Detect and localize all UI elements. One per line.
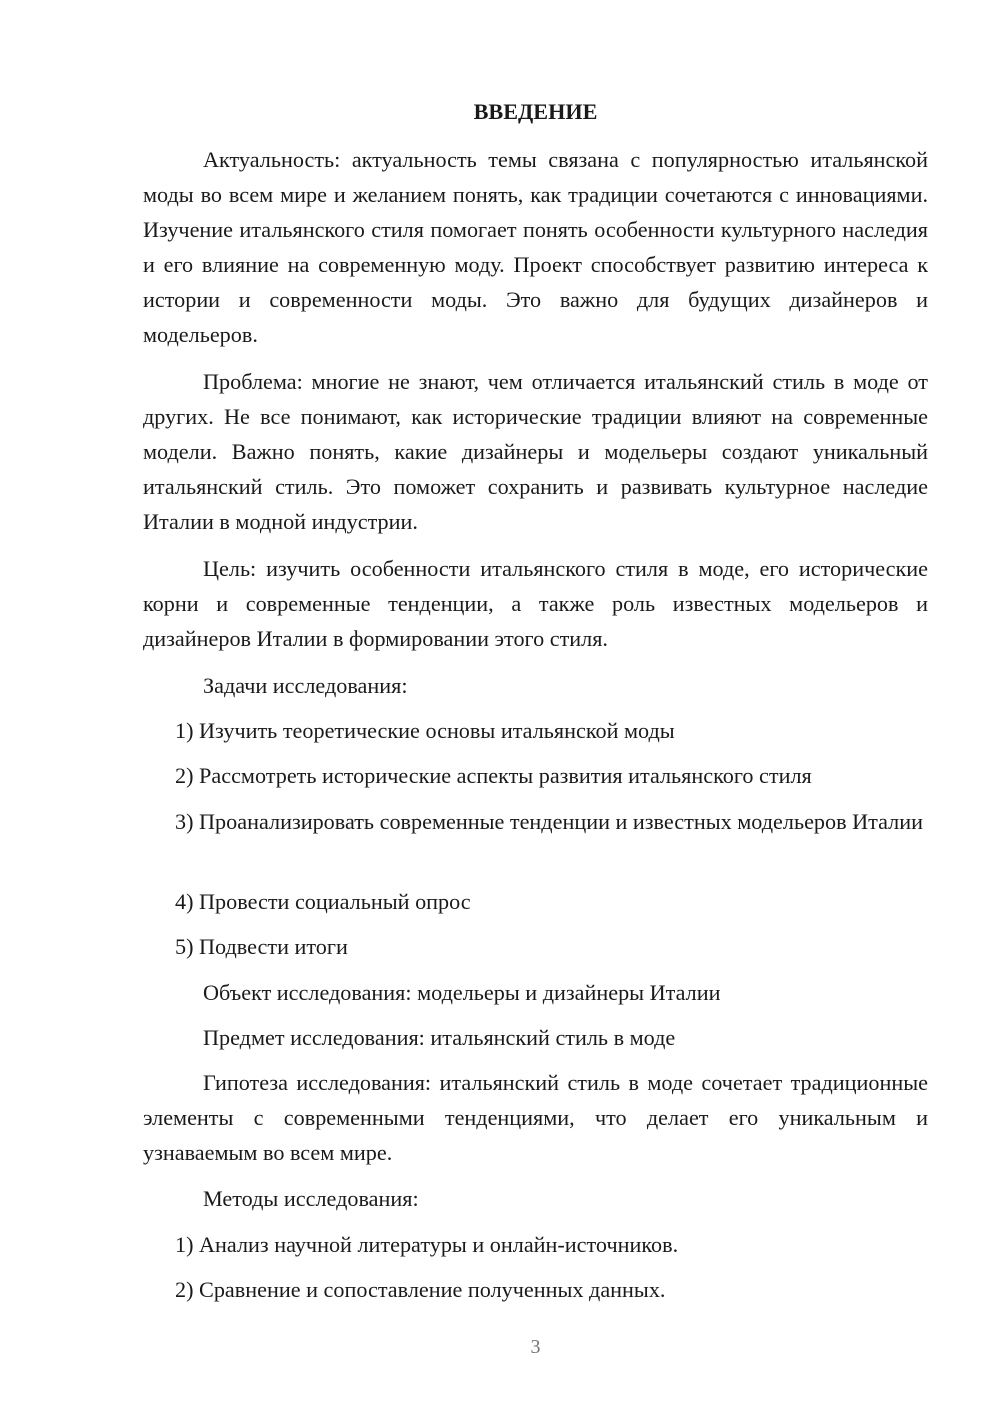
research-object: Объект исследования: модельеры и дизайнеры Италии <box>203 980 721 1005</box>
task-item-5: 5) Подвести итоги <box>175 934 348 959</box>
methods-heading: Методы исследования: <box>203 1186 419 1211</box>
goal-paragraph: Цель: изучить особенности итальянского стиля в моде, его исторические корни и современные тенденции, а также роль известных модельеров и дизайнеров Италии в формировании этого стиля. <box>143 556 928 651</box>
method-item-2: 2) Сравнение и сопоставление полученных данных. <box>175 1277 666 1302</box>
method-item-1: 1) Анализ научной литературы и онлайн-источников. <box>175 1232 679 1257</box>
page-title: ВВЕДЕНИЕ <box>473 99 598 124</box>
task-item-3: 3) Проанализировать современные тенденции и известных модельеров Италии <box>175 809 923 834</box>
task-item-4: 4) Провести социальный опрос <box>175 889 471 914</box>
problem-paragraph: Проблема: многие не знают, чем отличается итальянский стиль в моде от других. Не все понимают, как исторические традиции влияют на современные модели. Важно понять, какие дизайнеры и модельеры создают уникальный итальянский стиль. Это поможет сохранить и развивать культурное наследие Италии в модной индустрии. <box>143 369 928 534</box>
tasks-heading: Задачи исследования: <box>203 673 408 698</box>
relevance-paragraph: Актуальность: актуальность темы связана с популярностью итальянской моды во всем мире и желанием понять, как традиции сочетаются с инновациями. Изучение итальянского стиля помогает понять особенности культурного наследия и его влияние на современную моду. Проект способствует развитию интереса к истории и современности моды. Это важно для будущих дизайнеров и модельеров. <box>143 147 928 347</box>
research-subject: Предмет исследования: итальянский стиль в моде <box>203 1025 676 1050</box>
page-number: 3 <box>530 1336 541 1358</box>
hypothesis-paragraph: Гипотеза исследования: итальянский стиль в моде сочетает традиционные элементы с современными тенденциями, что делает его уникальным и узнаваемым во всем мире. <box>143 1070 928 1165</box>
task-item-1: 1) Изучить теоретические основы итальянской моды <box>175 718 675 743</box>
task-item-2: 2) Рассмотреть исторические аспекты развития итальянского стиля <box>175 763 812 788</box>
document-page <box>143 0 928 1414</box>
